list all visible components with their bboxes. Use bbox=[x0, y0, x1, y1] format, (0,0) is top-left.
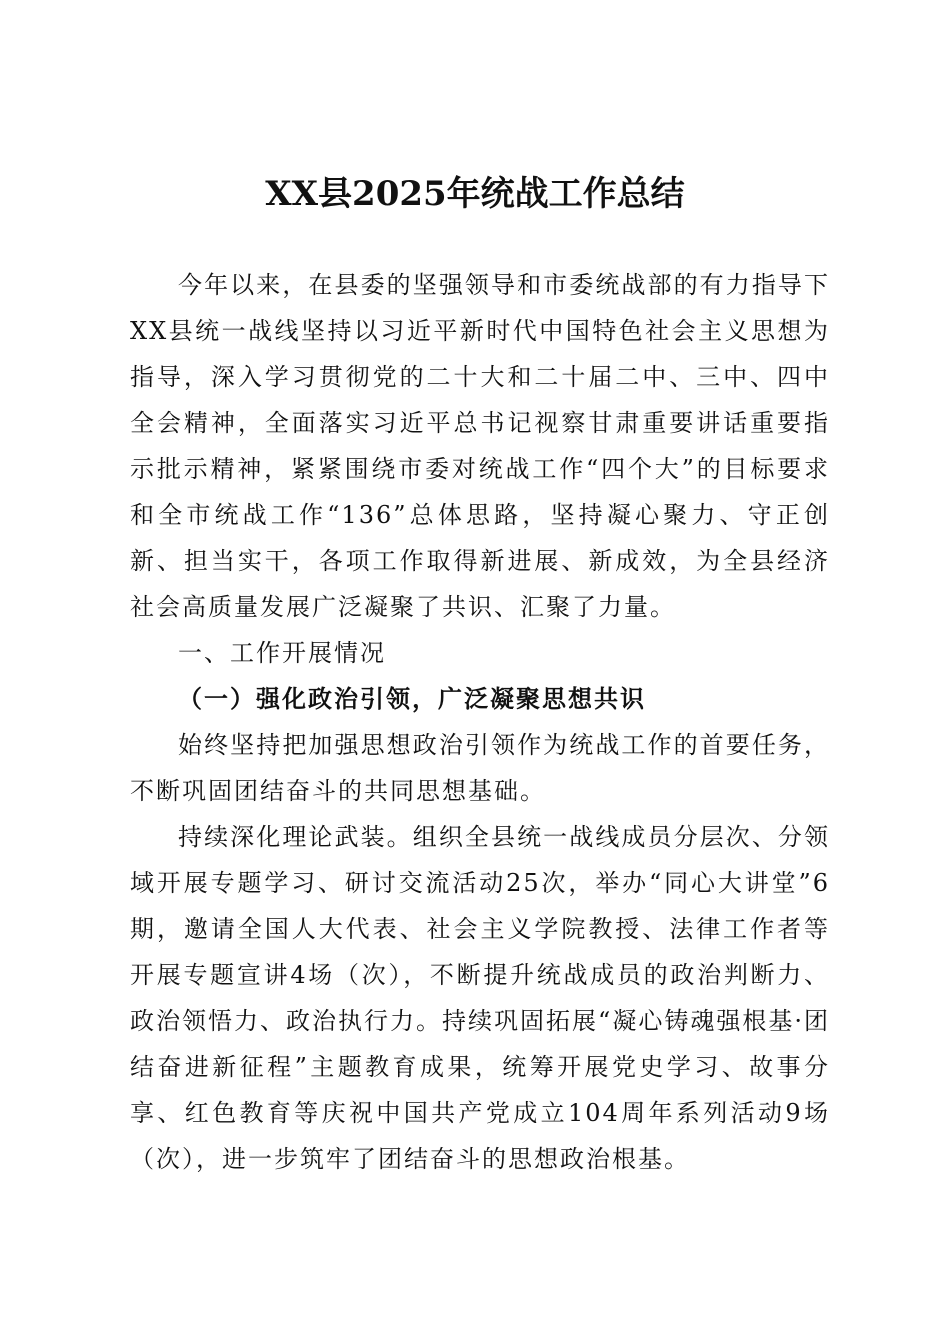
subsection-heading: （一）强化政治引领，广泛凝聚思想共识 bbox=[178, 684, 646, 713]
intro-paragraph: 今年以来，在县委的坚强领导和市委统战部的有力指导下XX县统一战线坚持以习近平新时代中国特色社会主义思想为指导，深入学习贯彻党的二十大和二十届二中、三中、四中全会精神，全面落实习近平总书记视察甘肃重要讲话重要指示批示精神，紧紧围绕市委对统战工作“四个大”的目标要求和全市统战工作“136”总体思路，坚持凝心聚力、守正创新、担当实干，各项工作取得新进展、新成效，为全县经济社会高质量发展广泛凝聚了共识、汇聚了力量。 bbox=[130, 271, 830, 621]
subsection-body-paragraph: 持续深化理论武装。组织全县统一战线成员分层次、分领域开展专题学习、研讨交流活动25次，举办“同心大讲堂”6期，邀请全国人大代表、社会主义学院教授、法律工作者等开展专题宣讲4场（次），不断提升统战成员的政治判断力、政治领悟力、政治执行力。持续巩固拓展“凝心铸魂强根基·团结奋进新征程”主题教育成果，统筹开展党史学习、故事分享、红色教育等庆祝中国共产党成立104周年系列活动9场（次），进一步筑牢了团结奋斗的思想政治根基。 bbox=[130, 823, 830, 1173]
subsection-lead-paragraph: 始终坚持把加强思想政治引领作为统战工作的首要任务，不断巩固团结奋斗的共同思想基础。 bbox=[130, 731, 830, 805]
document-body bbox=[130, 262, 830, 1182]
document-title: XX县2025年统战工作总结 bbox=[265, 174, 685, 214]
section-heading: 一、工作开展情况 bbox=[178, 639, 386, 667]
